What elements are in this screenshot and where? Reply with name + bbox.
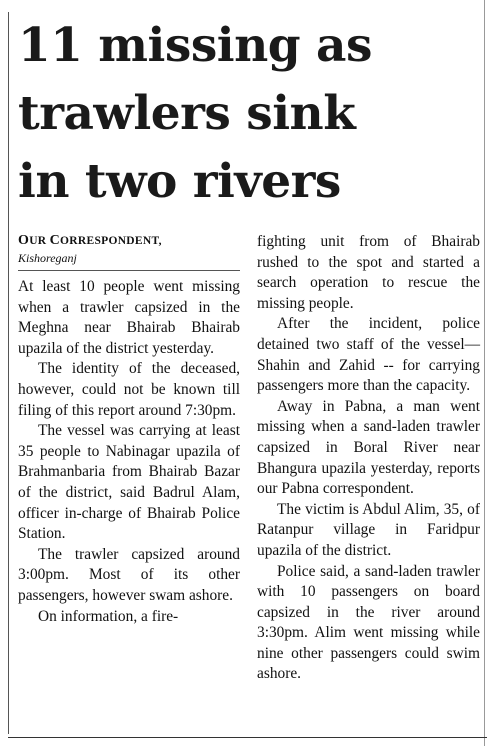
article-column-2 (257, 232, 480, 685)
byline-initial-2: C (49, 233, 61, 248)
right-edge-rule (484, 0, 485, 746)
byline-rest-2: ORRESPONDENT, (60, 235, 162, 247)
article-column-1 (18, 232, 240, 627)
headline-line-3: in two rivers (18, 154, 341, 209)
paragraph-9: Police said, a sand-laden trawler with 10 passengers on board capsized in the river around 3:30pm. Alim went missing while nine other passengers could swim ashore. (257, 562, 480, 683)
paragraph-6: After the incident, police detained two staff of the vessel—Shahin and Zahid -- for carrying passengers more than the capacity. (257, 315, 480, 395)
left-column-rule (8, 12, 9, 734)
paragraph-5: On information, a fire- (38, 607, 179, 625)
paragraph-4: The trawler capsized around 3:00pm. Most of its other passengers, however swam ashore. (18, 545, 240, 604)
paragraph-1: At least 10 people went missing when a trawler capsized in the Meghna near Bhairab Bhairab upazila of the district yesterday. (18, 278, 240, 357)
paragraph-2: The identity of the deceased, however, could not be known till filing of this report around 7:30pm. (18, 360, 240, 419)
paragraph-5-continued: fighting unit from of Bhairab rushed to the spot and started a search operation to rescue the missing people. (257, 233, 480, 312)
dateline: Kishoreganj (18, 251, 77, 265)
bottom-rule (8, 737, 487, 738)
paragraph-7: Away in Pabna, a man went missing when a sand-laden trawler capsized in Boral River near Bhangura upazila yesterday, reports our Pabna correspondent. (257, 397, 480, 498)
headline-line-2: trawlers sink (18, 86, 356, 141)
byline-rest-1: UR (29, 235, 50, 247)
byline-divider (18, 270, 240, 271)
byline (18, 232, 240, 250)
paragraph-8: The victim is Abdul Alim, 35, of Ratanpur village in Faridpur upazila of the district. (257, 500, 480, 559)
paragraph-3: The vessel was carrying at least 35 people to Nabinagar upazila of Brahmanbaria from Bhairab Bazar of the district, said Badrul Alam, officer in-charge of Bhairab Police Station. (18, 422, 240, 543)
byline-initial-1: O (18, 233, 30, 248)
headline-line-1: 11 missing as (18, 18, 372, 73)
headline (18, 12, 480, 216)
